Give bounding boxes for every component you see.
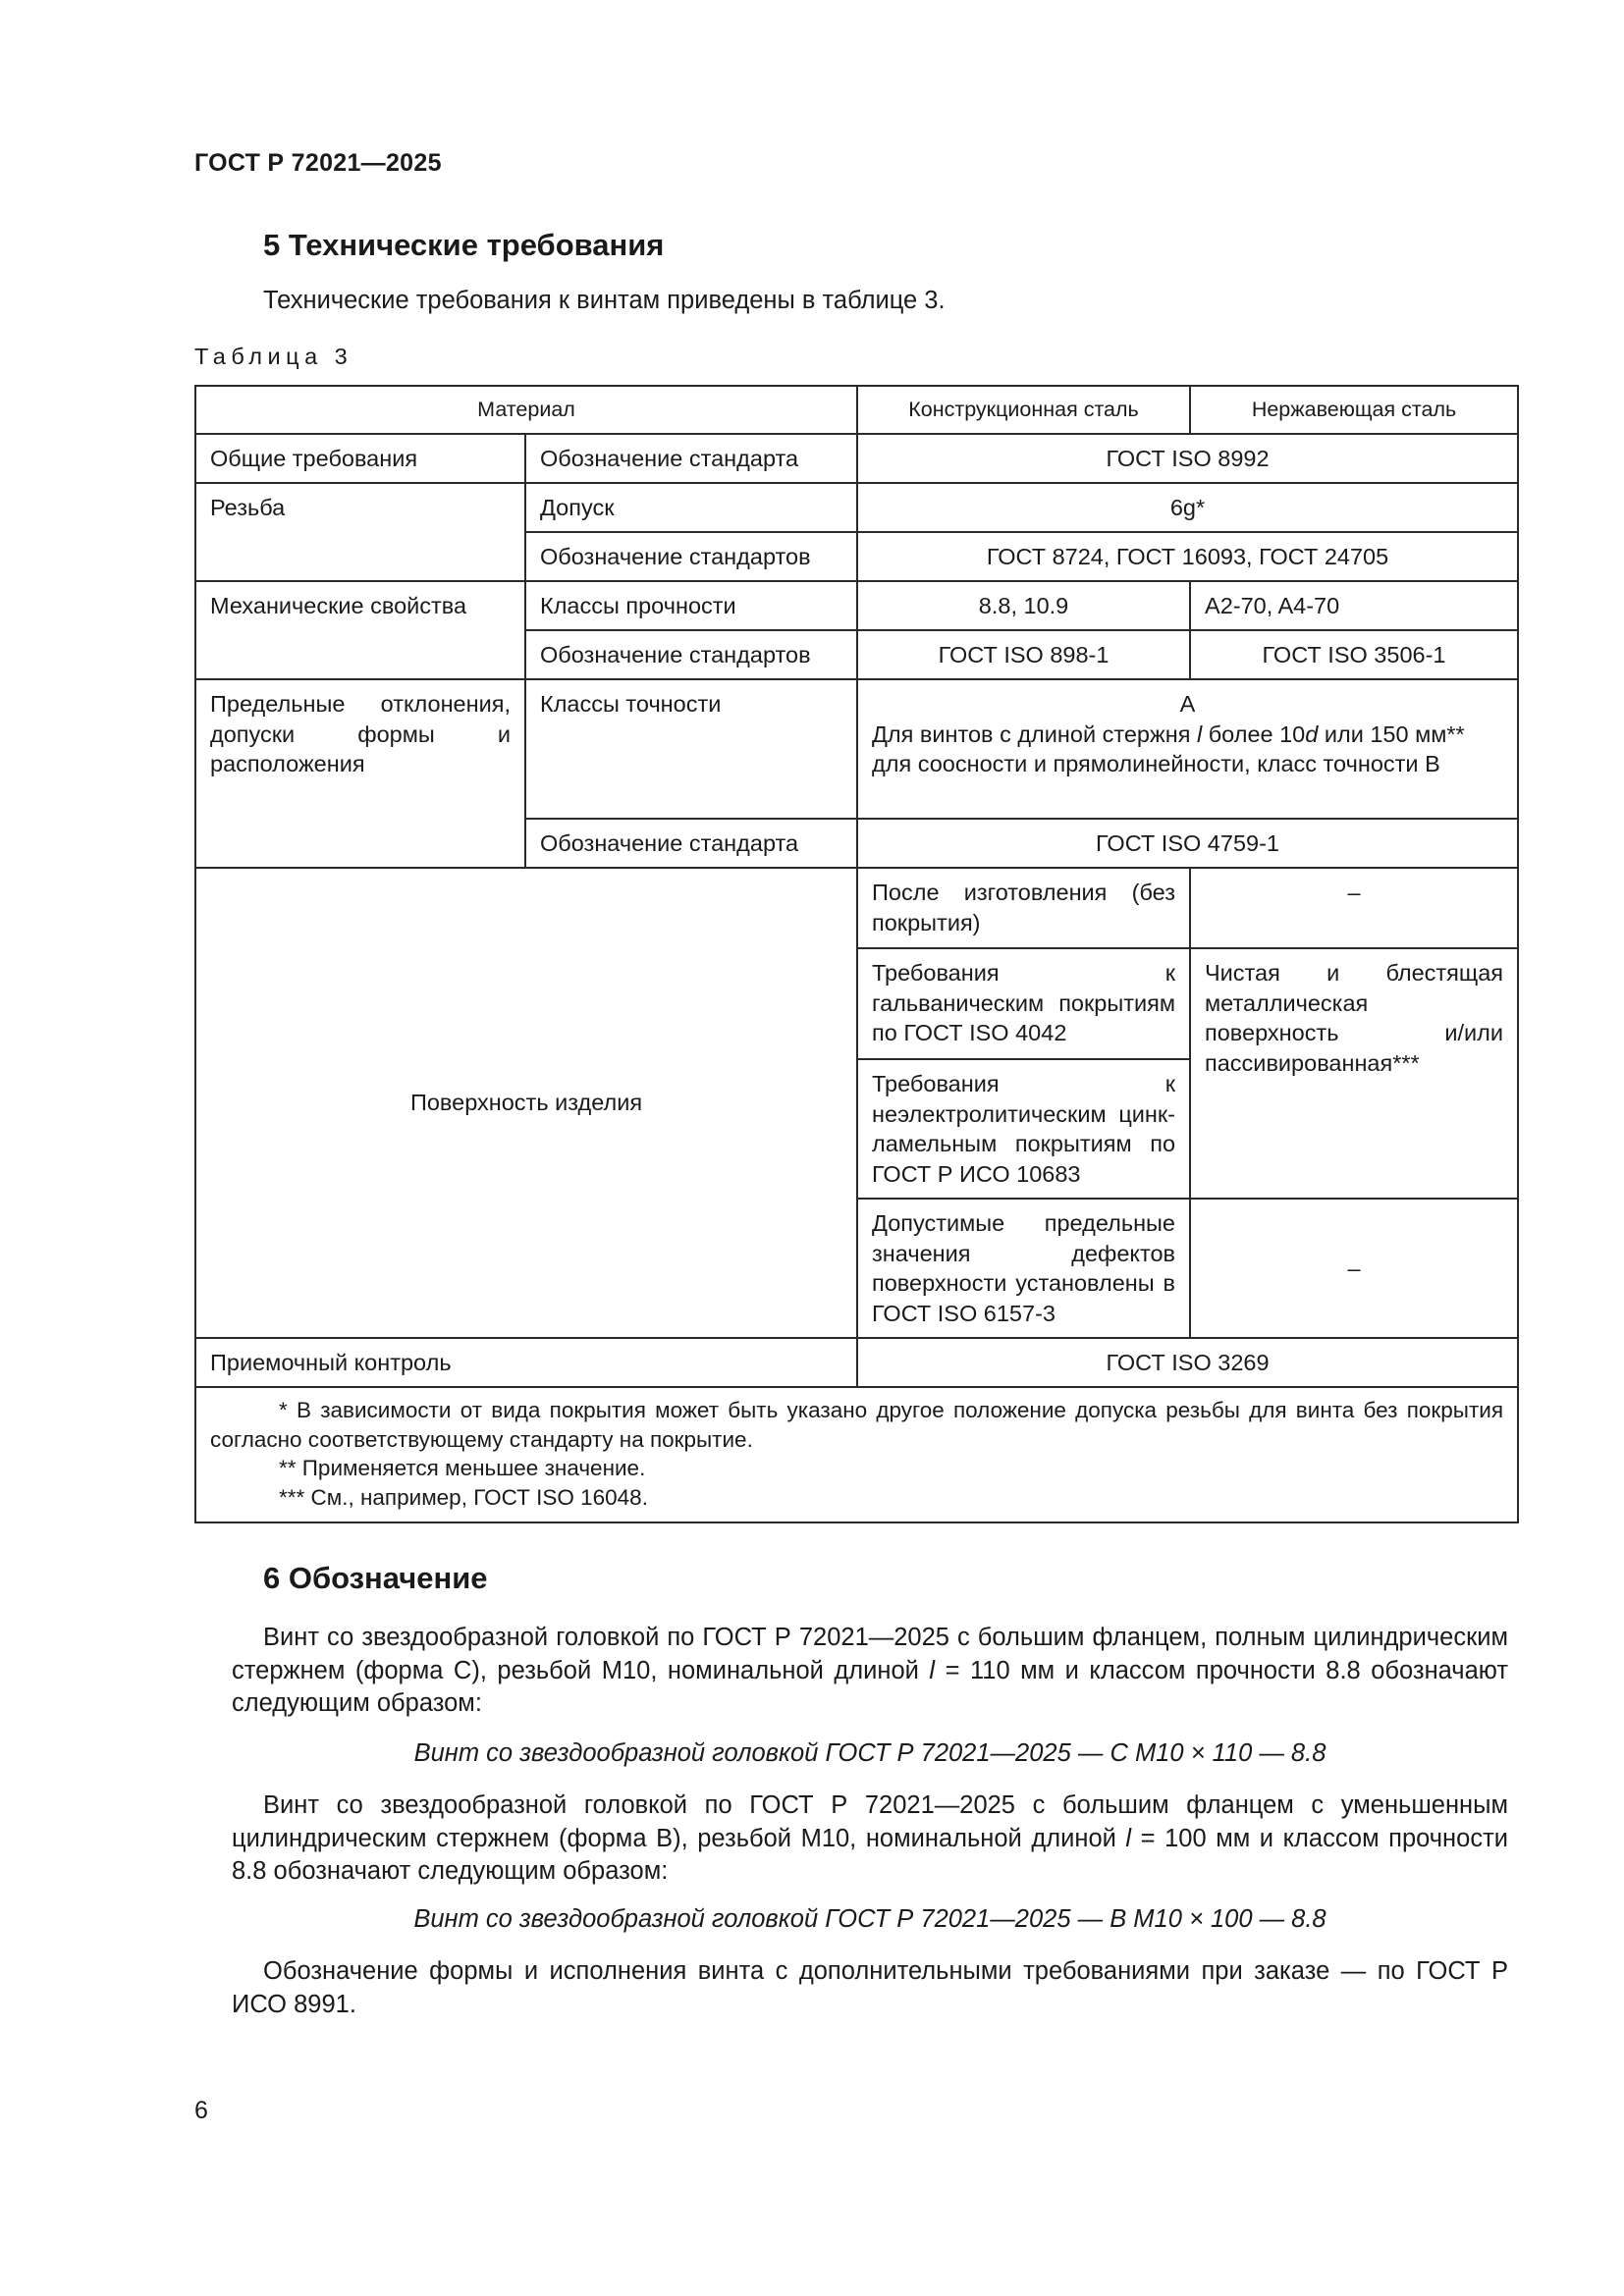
surface-row1-stainless: – <box>1190 868 1518 948</box>
designation-example-2: Винт со звездообразной головкой ГОСТ Р 72021—2025 — В М10 × 100 — 8.8 <box>413 1905 1326 1933</box>
tolerances-label: Предельные отклонения, допуски формы и расположения <box>195 679 525 868</box>
tolerances-standard-value: ГОСТ ISO 4759-1 <box>857 819 1518 868</box>
general-label: Общие требования <box>195 434 525 483</box>
thread-label: Резьба <box>195 483 525 581</box>
section-5-intro: Технические требования к винтам приведены в таблице 3. <box>263 287 946 314</box>
mechanical-standards-structural: ГОСТ ISO 898-1 <box>857 630 1190 679</box>
table-row <box>195 1338 1518 1387</box>
tolerances-accuracy-value <box>857 679 1518 819</box>
header-stainless-steel: Нержавеющая сталь <box>1190 386 1518 434</box>
general-value: ГОСТ ISO 8992 <box>857 434 1518 483</box>
table-notes-row <box>195 1387 1518 1522</box>
table-row <box>195 581 1518 630</box>
section-6-paragraph-1: Винт со звездообразной головкой по ГОСТ Р 72021—2025 с большим фланцем, полным цилиндрическим стержнем (форма С), резьбой М10, номинальной длиной l = 110 мм и классом прочности 8.8 обозначают следующим образом: <box>232 1624 1509 1717</box>
section-6-paragraph-3: Обозначение формы и исполнения винта с дополнительными требованиями при заказе — по ГОСТ Р ИСО 8991. <box>232 1957 1508 2018</box>
mechanical-classes-structural: 8.8, 10.9 <box>857 581 1190 630</box>
table-caption: Таблица 3 <box>194 344 353 369</box>
accuracy-note: Для винтов с длиной стержня l более 10d или 150 мм** для соосности и прямолинейности, класс точности В <box>872 721 1465 776</box>
accuracy-class: A <box>1179 691 1196 717</box>
mechanical-standards-param: Обозначение стандартов <box>525 630 857 679</box>
mechanical-classes-stainless: A2-70, A4-70 <box>1190 581 1518 630</box>
section-6-paragraph-2: Винт со звездообразной головкой по ГОСТ Р 72021—2025 с большим фланцем с уменьшенным цилиндрическим стержнем (форма В), резьбой М10, номинальной длиной l = 100 мм и классом прочности 8.8 обозначают следующим образом: <box>232 1791 1508 1885</box>
table-row <box>195 679 1518 819</box>
table-row <box>195 483 1518 532</box>
surface-row1-structural: После изготовления (без покрытия) <box>857 868 1190 948</box>
tolerances-accuracy-param: Классы точности <box>525 679 857 819</box>
requirements-table <box>194 385 1519 1523</box>
note-3: *** См., например, ГОСТ ISO 16048. <box>279 1484 648 1510</box>
acceptance-label: Приемочный контроль <box>195 1338 857 1387</box>
header-structural-steel: Конструкционная сталь <box>857 386 1190 434</box>
thread-standards-param: Обозначение стандартов <box>525 532 857 581</box>
general-param: Обозначение стандарта <box>525 434 857 483</box>
thread-tolerance-value: 6g* <box>857 483 1518 532</box>
surface-label: Поверхность изделия <box>195 868 857 1338</box>
thread-tolerance-param: Допуск <box>525 483 857 532</box>
surface-row2-structural: Требования к гальваническим покрытиям по ГОСТ ISO 4042 <box>857 948 1190 1059</box>
header-material: Материал <box>195 386 857 434</box>
mechanical-classes-param: Классы прочности <box>525 581 857 630</box>
surface-row23-stainless: Чистая и блестящая металлическая поверхность и/или пассивированная*** <box>1190 948 1518 1199</box>
table-row <box>195 868 1518 948</box>
table-row <box>195 434 1518 483</box>
surface-row4-structural: Допустимые предельные значения дефектов поверхности установлены в ГОСТ ISO 6157-3 <box>857 1199 1190 1338</box>
thread-standards-value: ГОСТ 8724, ГОСТ 16093, ГОСТ 24705 <box>857 532 1518 581</box>
note-2: ** Применяется меньшее значение. <box>279 1456 646 1480</box>
document-code: ГОСТ Р 72021—2025 <box>194 149 442 177</box>
table-notes <box>195 1387 1518 1522</box>
mechanical-standards-stainless: ГОСТ ISO 3506-1 <box>1190 630 1518 679</box>
section-5-heading: 5 Технические требования <box>263 228 665 262</box>
note-1: * В зависимости от вида покрытия может быть указано другое положение допуска резьбы для винта без покрытия согласно соответствующему стандарту на покрытие. <box>210 1398 1504 1452</box>
designation-example-1: Винт со звездообразной головкой ГОСТ Р 72021—2025 — С М10 × 110 — 8.8 <box>413 1739 1326 1767</box>
page-number: 6 <box>194 2097 208 2124</box>
tolerances-standard-param: Обозначение стандарта <box>525 819 857 868</box>
table-header-row <box>195 386 1518 434</box>
mechanical-label: Механические свойства <box>195 581 525 679</box>
acceptance-value: ГОСТ ISO 3269 <box>857 1338 1518 1387</box>
section-6-heading: 6 Обозначение <box>263 1561 488 1595</box>
surface-row3-structural: Требования к неэлектролитическим цинк-ламельным покрытиям по ГОСТ Р ИСО 10683 <box>857 1059 1190 1199</box>
surface-row4-stainless: – <box>1190 1199 1518 1338</box>
